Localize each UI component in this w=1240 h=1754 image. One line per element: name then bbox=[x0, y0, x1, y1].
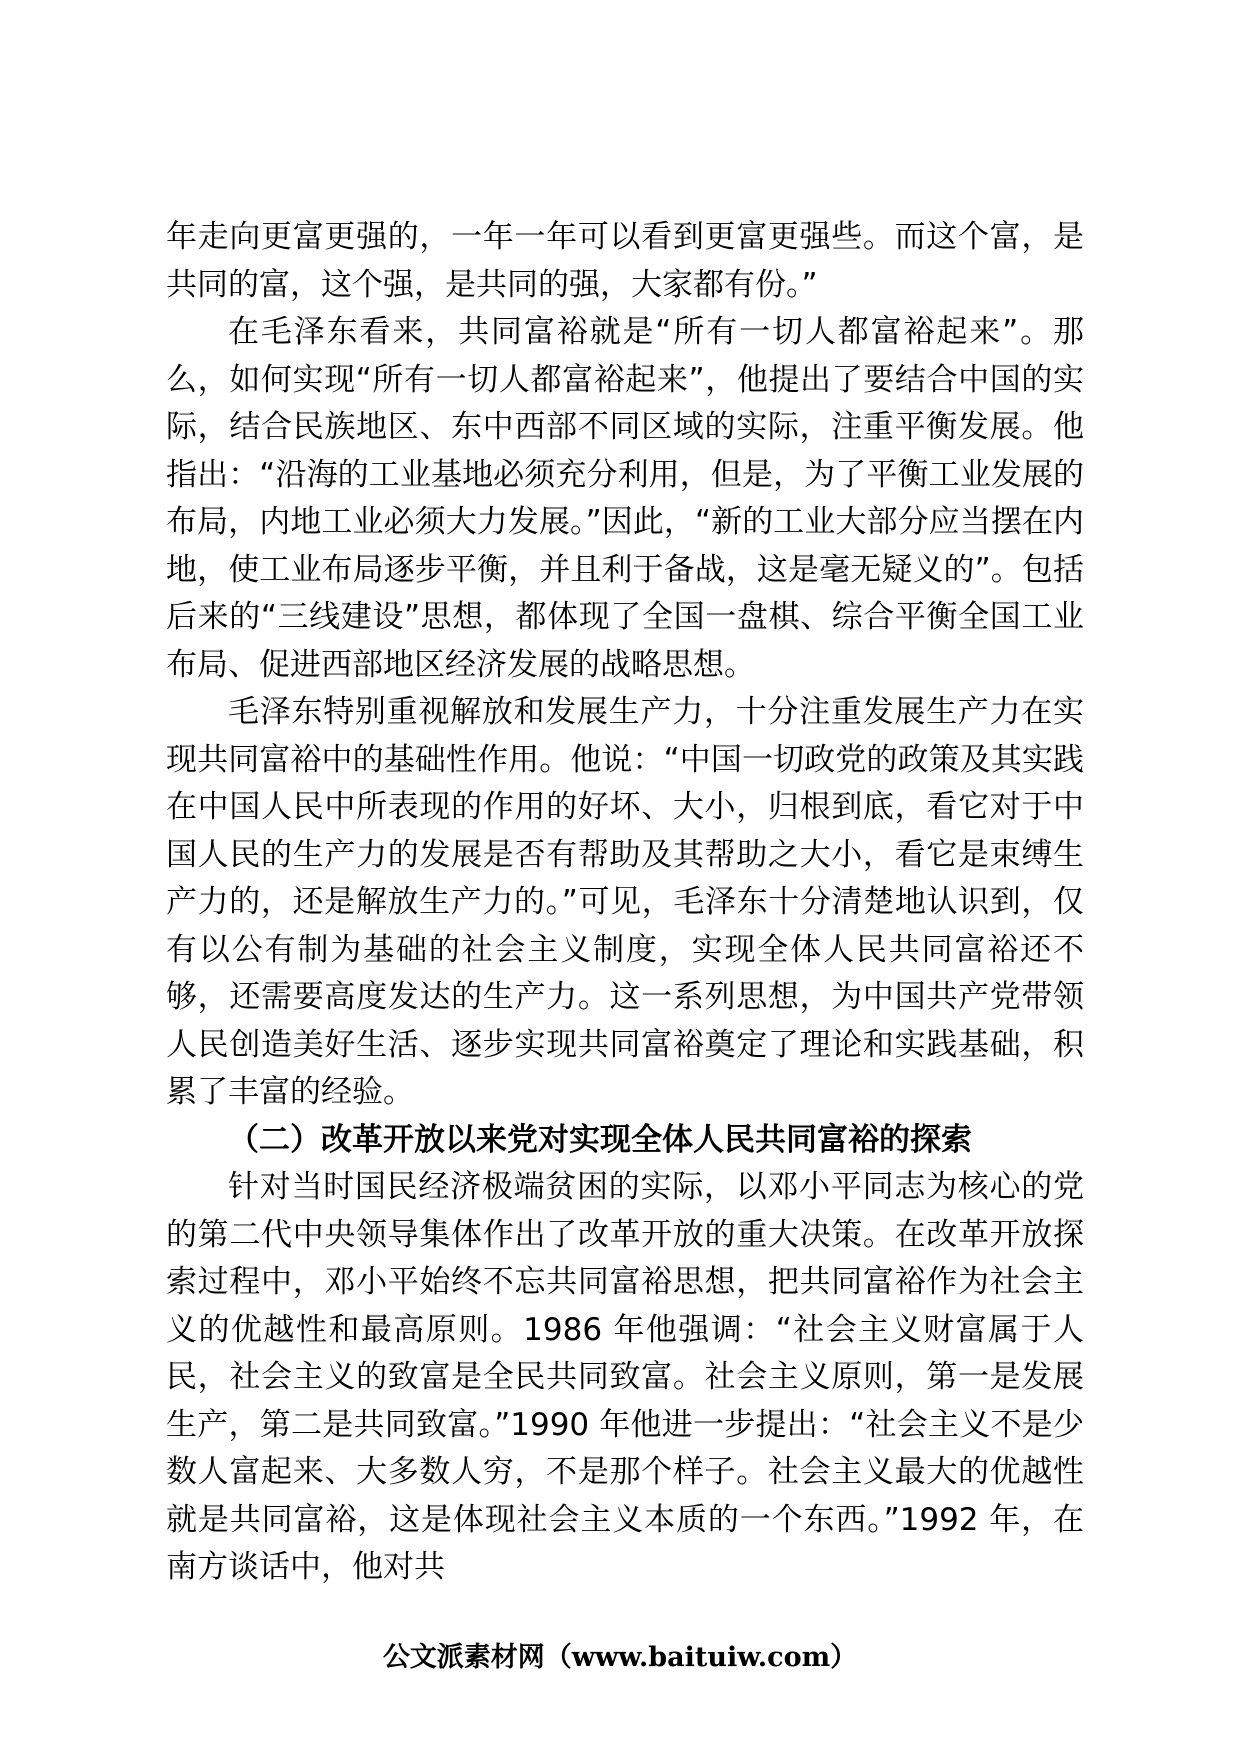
section-heading: （二）改革开放以来党对实现全体人民共同富裕的探索 bbox=[228, 1121, 972, 1158]
footer-source: 公文派素材网（www.baituiw.com） bbox=[382, 1642, 858, 1673]
paragraph-1: 年走向更富更强的，一年一年可以看到更富更强些。而这个富，是共同的富，这个强，是共同的强，大家都有份。” bbox=[166, 219, 1084, 303]
paragraph-3: 毛泽东特别重视解放和发展生产力，十分注重发展生产力在实现共同富裕中的基础性作用。他说：“中国一切政党的政策及其实践在中国人民中所表现的作用的好坏、大小，归根到底，看它对于中国人民的生产力的发展是否有帮助及其帮助之大小，看它是束缚生产力的，还是解放生产力的。”可见，毛泽东十分清楚地认识到，仅有以公有制为基础的社会主义制度，实现全体人民共同富裕还不够，还需要高度发达的生产力。这一系列思想，为中国共产党带领人民创造美好生活、逐步实现共同富裕奠定了理论和实践基础，积累了丰富的经验。 bbox=[166, 694, 1084, 1110]
paragraph-2: 在毛泽东看来，共同富裕就是“所有一切人都富裕起来”。那么，如何实现“所有一切人都富裕起来”，他提出了要结合中国的实际，结合民族地区、东中西部不同区域的实际，注重平衡发展。他指出：“沿海的工业基地必须充分利用，但是，为了平衡工业发展的布局，内地工业必须大力发展。”因此，“新的工业大部分应当摆在内地，使工业布局逐步平衡，并且利于备战，这是毫无疑义的”。包括后来的“三线建设”思想，都体现了全国一盘棋、综合平衡全国工业布局、促进西部地区经济发展的战略思想。 bbox=[166, 314, 1084, 683]
body-text bbox=[166, 214, 1084, 1592]
paragraph-4: 针对当时国民经济极端贫困的实际，以邓小平同志为核心的党的第二代中央领导集体作出了改革开放的重大决策。在改革开放探索过程中，邓小平始终不忘共同富裕思想，把共同富裕作为社会主义的优越性和最高原则。1986 年他强调：“社会主义财富属于人民，社会主义的致富是全民共同致富。社会主义原则，第一是发展生产，第二是共同致富。”1990 年他进一步提出：“社会主义不是少数人富起来、大多数人穷，不是那个样子。社会主义最大的优越性就是共同富裕，这是体现社会主义本质的一个东西。”1992 年，在南方谈话中，他对共 bbox=[166, 1169, 1084, 1585]
